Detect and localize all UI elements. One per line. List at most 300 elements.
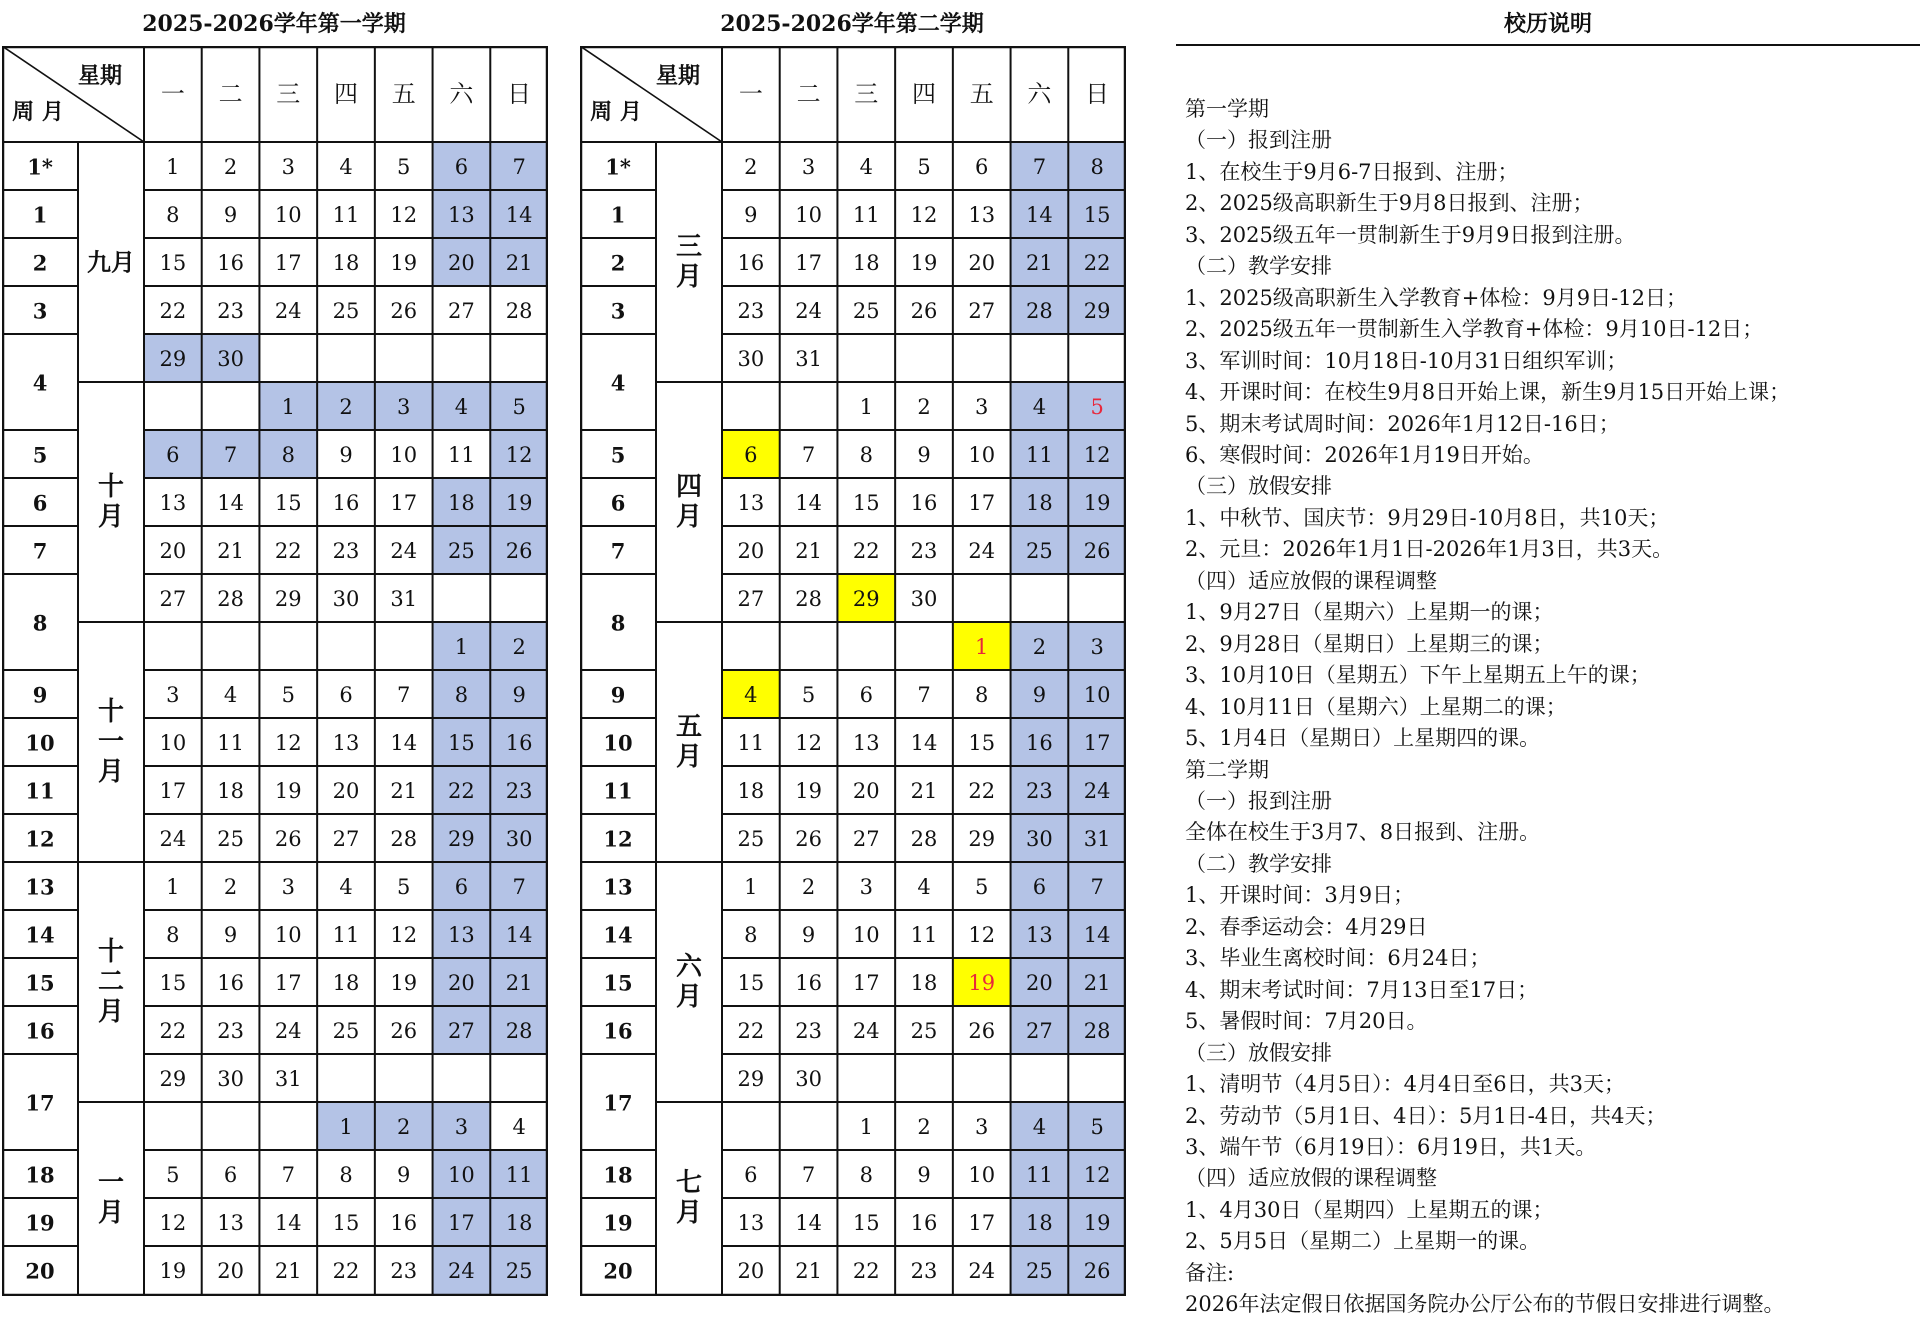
day-number: 14 bbox=[795, 491, 822, 515]
note-line: 3、端午节（6月19日）：6月19日，共1天。 bbox=[1185, 1134, 1597, 1159]
week-number: 12 bbox=[25, 826, 55, 852]
day-number: 29 bbox=[274, 587, 302, 611]
day-number: 26 bbox=[910, 299, 938, 323]
day-number: 12 bbox=[1083, 443, 1111, 467]
day-number: 17 bbox=[274, 971, 302, 995]
note-line: 2、5月5日（星期二）上星期一的课。 bbox=[1185, 1229, 1541, 1254]
day-number: 7 bbox=[281, 1163, 295, 1187]
month-label-char: 四 bbox=[675, 472, 703, 502]
day-number: 8 bbox=[454, 683, 469, 707]
semester-1-calendar bbox=[2, 46, 548, 1296]
day-number: 5 bbox=[1090, 1115, 1104, 1139]
day-number: 28 bbox=[1026, 299, 1053, 323]
day-number: 14 bbox=[1083, 923, 1111, 947]
day-number: 2 bbox=[744, 155, 758, 179]
day-number: 26 bbox=[390, 1019, 418, 1043]
day-number: 16 bbox=[390, 1211, 418, 1235]
day-number: 26 bbox=[1083, 1259, 1111, 1283]
day-number: 13 bbox=[448, 203, 475, 227]
week-number: 11 bbox=[603, 778, 633, 804]
day-number: 21 bbox=[910, 779, 938, 803]
day-number: 29 bbox=[448, 827, 475, 851]
day-number: 17 bbox=[968, 1211, 996, 1235]
month-label-char: 月 bbox=[675, 262, 703, 292]
weekday-header: 一 bbox=[160, 80, 185, 108]
week-number: 9 bbox=[610, 682, 626, 708]
note-line: 1、2025级高职新生入学教育+体检：9月9日-12日； bbox=[1185, 285, 1687, 310]
note-line: 1、在校生于9月6-7日报到、注册； bbox=[1185, 159, 1519, 184]
day-number: 24 bbox=[390, 539, 418, 563]
week-number: 18 bbox=[603, 1162, 633, 1188]
day-number: 19 bbox=[159, 1259, 187, 1283]
day-number: 2 bbox=[917, 1115, 931, 1139]
day-number: 15 bbox=[852, 1211, 880, 1235]
day-number: 20 bbox=[217, 1259, 244, 1283]
day-number: 16 bbox=[795, 971, 822, 995]
note-line: （一）报到注册 bbox=[1185, 128, 1332, 153]
month-label-char: 三 bbox=[675, 232, 703, 262]
day-number: 30 bbox=[1026, 827, 1053, 851]
weekday-header: 日 bbox=[1085, 80, 1110, 108]
day-number: 10 bbox=[795, 203, 822, 227]
day-number: 20 bbox=[968, 251, 996, 275]
day-number: 12 bbox=[1083, 1163, 1111, 1187]
day-number: 2 bbox=[339, 395, 353, 419]
day-number: 3 bbox=[281, 155, 295, 179]
month-label-char: 六 bbox=[675, 952, 703, 982]
day-number: 16 bbox=[505, 731, 533, 755]
day-number: 7 bbox=[1090, 875, 1104, 899]
day-number: 28 bbox=[217, 587, 244, 611]
week-number: 1 bbox=[32, 202, 48, 228]
day-number: 23 bbox=[505, 779, 533, 803]
day-number: 25 bbox=[852, 299, 880, 323]
week-number: 10 bbox=[25, 730, 55, 756]
day-number: 7 bbox=[1032, 155, 1047, 179]
week-number: 20 bbox=[603, 1258, 633, 1284]
day-number: 27 bbox=[448, 1019, 475, 1043]
day-number: 10 bbox=[852, 923, 880, 947]
week-number: 1* bbox=[605, 154, 631, 180]
day-number: 13 bbox=[1026, 923, 1053, 947]
day-number: 23 bbox=[910, 539, 938, 563]
day-number: 27 bbox=[1026, 1019, 1053, 1043]
day-number: 20 bbox=[737, 1259, 765, 1283]
day-number: 2 bbox=[223, 875, 238, 899]
day-number: 1 bbox=[744, 875, 758, 899]
day-number: 20 bbox=[448, 251, 475, 275]
month-label-char: 七 bbox=[675, 1168, 703, 1198]
day-number: 11 bbox=[910, 923, 938, 947]
note-line: 4、期末考试时间：7月13日至17日； bbox=[1185, 977, 1539, 1002]
note-line: 2、2025级高职新生于9月8日报到、注册； bbox=[1185, 191, 1594, 216]
day-number: 5 bbox=[801, 683, 816, 707]
day-number: 15 bbox=[274, 491, 302, 515]
month-label-char: 二 bbox=[97, 967, 125, 997]
month-label bbox=[676, 1168, 702, 1228]
semester-2-title: 2025-2026学年第二学期 bbox=[720, 11, 984, 37]
week-number: 7 bbox=[610, 538, 626, 564]
day-number: 28 bbox=[795, 587, 822, 611]
day-number: 8 bbox=[166, 203, 180, 227]
day-number: 9 bbox=[223, 203, 238, 227]
weekday-header: 五 bbox=[391, 80, 416, 108]
day-number: 2 bbox=[917, 395, 931, 419]
day-number: 22 bbox=[159, 1019, 187, 1043]
weekday-header: 二 bbox=[796, 80, 821, 108]
grid-line bbox=[2, 46, 144, 142]
day-number: 6 bbox=[859, 683, 873, 707]
note-line: 2、劳动节（5月1日、4日）：5月1日-4日，共4天； bbox=[1185, 1103, 1667, 1128]
day-number: 6 bbox=[166, 443, 180, 467]
week-number: 18 bbox=[25, 1162, 55, 1188]
semester-1-title: 2025-2026学年第一学期 bbox=[142, 11, 406, 37]
day-number: 26 bbox=[390, 299, 418, 323]
note-line: （三）放假安排 bbox=[1185, 1040, 1332, 1065]
day-number: 18 bbox=[505, 1211, 533, 1235]
week-number: 16 bbox=[603, 1018, 633, 1044]
day-number: 16 bbox=[910, 1211, 938, 1235]
day-number: 13 bbox=[217, 1211, 244, 1235]
day-number: 30 bbox=[795, 1067, 822, 1091]
week-number: 8 bbox=[610, 610, 626, 636]
day-number: 9 bbox=[223, 923, 238, 947]
day-number: 23 bbox=[737, 299, 765, 323]
day-number: 9 bbox=[801, 923, 816, 947]
day-number: 22 bbox=[274, 539, 302, 563]
day-number: 20 bbox=[159, 539, 187, 563]
note-line: （四）适应放假的课程调整 bbox=[1185, 568, 1437, 593]
day-number: 12 bbox=[274, 731, 302, 755]
week-number: 6 bbox=[610, 490, 626, 516]
day-number: 10 bbox=[274, 923, 302, 947]
day-number: 3 bbox=[397, 395, 411, 419]
day-number: 16 bbox=[737, 251, 765, 275]
day-number: 4 bbox=[744, 683, 758, 707]
day-number: 19 bbox=[505, 491, 533, 515]
day-number: 3 bbox=[281, 875, 295, 899]
day-number: 19 bbox=[1083, 491, 1111, 515]
day-number: 23 bbox=[795, 1019, 822, 1043]
day-number: 30 bbox=[217, 1067, 244, 1091]
weekday-header: 日 bbox=[507, 80, 532, 108]
day-number: 29 bbox=[159, 347, 187, 371]
day-number: 6 bbox=[744, 443, 758, 467]
month-label-char: 月 bbox=[675, 502, 703, 532]
day-number: 21 bbox=[505, 251, 533, 275]
month-label-char: 月 bbox=[675, 982, 703, 1012]
day-number: 26 bbox=[274, 827, 302, 851]
day-number: 2 bbox=[801, 875, 816, 899]
day-number: 27 bbox=[968, 299, 996, 323]
day-number: 17 bbox=[1083, 731, 1111, 755]
day-number: 12 bbox=[390, 203, 418, 227]
week-number: 13 bbox=[25, 874, 55, 900]
day-number: 15 bbox=[159, 971, 187, 995]
note-line: 3、军训时间：10月18日-10月31日组织军训； bbox=[1185, 348, 1628, 373]
notes-divider bbox=[1176, 44, 1920, 46]
day-number: 28 bbox=[1083, 1019, 1111, 1043]
day-number: 1 bbox=[166, 155, 180, 179]
month-label bbox=[98, 937, 124, 1027]
week-number: 4 bbox=[32, 370, 48, 396]
month-label bbox=[676, 232, 702, 292]
day-number: 30 bbox=[505, 827, 533, 851]
day-number: 23 bbox=[910, 1259, 938, 1283]
day-number: 1 bbox=[859, 395, 873, 419]
day-number: 22 bbox=[852, 1259, 880, 1283]
day-number: 28 bbox=[910, 827, 938, 851]
day-number: 19 bbox=[795, 779, 822, 803]
day-number: 6 bbox=[454, 875, 469, 899]
notes-title: 校历说明 bbox=[1503, 11, 1592, 37]
day-number: 9 bbox=[917, 1163, 931, 1187]
day-number: 6 bbox=[339, 683, 353, 707]
note-line: 备注: bbox=[1185, 1260, 1235, 1285]
month-label-char: 五 bbox=[675, 712, 703, 742]
day-number: 7 bbox=[801, 443, 816, 467]
month-label-char: 月 bbox=[97, 997, 125, 1027]
day-number: 19 bbox=[910, 251, 938, 275]
day-number: 26 bbox=[795, 827, 822, 851]
day-number: 14 bbox=[505, 203, 533, 227]
day-number: 22 bbox=[448, 779, 475, 803]
day-number: 18 bbox=[1026, 1211, 1053, 1235]
month-label bbox=[98, 697, 124, 787]
day-number: 12 bbox=[390, 923, 418, 947]
week-number: 13 bbox=[603, 874, 633, 900]
note-line: （四）适应放假的课程调整 bbox=[1185, 1166, 1437, 1191]
day-number: 20 bbox=[1026, 971, 1053, 995]
day-number: 22 bbox=[968, 779, 996, 803]
day-number: 5 bbox=[1090, 395, 1104, 419]
day-number: 29 bbox=[968, 827, 996, 851]
day-number: 9 bbox=[917, 443, 931, 467]
day-number: 31 bbox=[390, 587, 418, 611]
day-number: 27 bbox=[448, 299, 475, 323]
weekday-header: 一 bbox=[738, 80, 763, 108]
month-label: 九月 bbox=[87, 247, 135, 277]
day-number: 27 bbox=[737, 587, 765, 611]
day-number: 28 bbox=[505, 299, 533, 323]
day-number: 16 bbox=[332, 491, 360, 515]
day-number: 27 bbox=[852, 827, 880, 851]
grid-line bbox=[580, 46, 722, 142]
day-number: 9 bbox=[744, 203, 758, 227]
day-number: 24 bbox=[274, 299, 302, 323]
day-number: 7 bbox=[917, 683, 931, 707]
corner-week-month-label: 周 月 bbox=[590, 99, 642, 125]
note-line: 1、9月27日（星期六）上星期一的课； bbox=[1185, 600, 1554, 625]
day-number: 24 bbox=[852, 1019, 880, 1043]
day-number: 29 bbox=[737, 1067, 765, 1091]
day-number: 20 bbox=[448, 971, 475, 995]
day-number: 21 bbox=[1083, 971, 1111, 995]
day-number: 17 bbox=[448, 1211, 475, 1235]
day-number: 23 bbox=[217, 299, 244, 323]
day-number: 17 bbox=[159, 779, 187, 803]
week-number: 20 bbox=[25, 1258, 55, 1284]
day-number: 7 bbox=[223, 443, 238, 467]
day-number: 23 bbox=[217, 1019, 244, 1043]
week-number: 15 bbox=[25, 970, 55, 996]
week-number: 15 bbox=[603, 970, 633, 996]
day-number: 22 bbox=[159, 299, 187, 323]
note-line: 3、毕业生离校时间：6月24日； bbox=[1185, 946, 1491, 971]
day-number: 31 bbox=[274, 1067, 302, 1091]
weekday-header: 四 bbox=[912, 80, 936, 108]
corner-weekday-label: 星期 bbox=[77, 63, 123, 89]
day-number: 10 bbox=[968, 1163, 996, 1187]
day-number: 12 bbox=[795, 731, 822, 755]
day-number: 20 bbox=[332, 779, 360, 803]
day-number: 21 bbox=[1026, 251, 1053, 275]
note-line: 全体在校生于3月7、8日报到、注册。 bbox=[1185, 820, 1541, 845]
day-number: 5 bbox=[975, 875, 989, 899]
day-number: 28 bbox=[390, 827, 418, 851]
week-number: 11 bbox=[25, 778, 55, 804]
day-number: 15 bbox=[852, 491, 880, 515]
day-number: 17 bbox=[390, 491, 418, 515]
day-number: 7 bbox=[512, 155, 526, 179]
month-label bbox=[676, 952, 703, 1012]
day-number: 10 bbox=[448, 1163, 475, 1187]
week-number: 10 bbox=[603, 730, 633, 756]
day-number: 10 bbox=[968, 443, 996, 467]
day-number: 8 bbox=[744, 923, 758, 947]
day-number: 11 bbox=[737, 731, 765, 755]
day-number: 13 bbox=[737, 1211, 765, 1235]
month-label-char: 十 bbox=[97, 937, 125, 967]
day-number: 3 bbox=[975, 395, 989, 419]
day-number: 24 bbox=[1083, 779, 1111, 803]
day-number: 19 bbox=[1083, 1211, 1111, 1235]
day-number: 17 bbox=[852, 971, 880, 995]
note-line: 2、春季运动会：4月29日 bbox=[1185, 914, 1428, 939]
day-number: 1 bbox=[454, 635, 469, 659]
day-number: 17 bbox=[968, 491, 996, 515]
day-number: 16 bbox=[217, 971, 244, 995]
note-line: 1、开课时间：3月9日； bbox=[1185, 883, 1415, 908]
day-number: 1 bbox=[281, 395, 295, 419]
day-number: 25 bbox=[448, 539, 475, 563]
day-number: 3 bbox=[166, 683, 180, 707]
day-number: 11 bbox=[505, 1163, 533, 1187]
day-number: 21 bbox=[274, 1259, 302, 1283]
day-number: 13 bbox=[332, 731, 360, 755]
month-label-char: 月 bbox=[675, 1198, 703, 1228]
note-line: 4、开课时间：在校生9月8日开始上课，新生9月15日开始上课； bbox=[1185, 380, 1791, 405]
day-number: 20 bbox=[852, 779, 880, 803]
day-number: 1 bbox=[859, 1115, 873, 1139]
note-line: 第一学期 bbox=[1185, 97, 1269, 121]
day-number: 2 bbox=[397, 1115, 411, 1139]
week-number: 5 bbox=[32, 442, 48, 468]
day-number: 8 bbox=[859, 1163, 873, 1187]
day-number: 10 bbox=[390, 443, 418, 467]
day-number: 6 bbox=[1032, 875, 1047, 899]
note-line: 5、期末考试周时间：2026年1月12日-16日； bbox=[1185, 411, 1620, 436]
week-number: 4 bbox=[610, 370, 626, 396]
day-number: 26 bbox=[505, 539, 533, 563]
notes-list bbox=[1185, 94, 1920, 1321]
day-number: 25 bbox=[1026, 1259, 1053, 1283]
note-line: 3、2025级五年一贯制新生于9月9日报到注册。 bbox=[1185, 222, 1636, 247]
day-number: 31 bbox=[795, 347, 822, 371]
day-number: 5 bbox=[397, 875, 411, 899]
day-number: 3 bbox=[859, 875, 873, 899]
day-number: 18 bbox=[332, 251, 360, 275]
day-number: 24 bbox=[274, 1019, 302, 1043]
day-number: 6 bbox=[975, 155, 989, 179]
week-number: 14 bbox=[603, 922, 633, 948]
day-number: 30 bbox=[910, 587, 938, 611]
day-number: 20 bbox=[737, 539, 765, 563]
day-number: 8 bbox=[281, 443, 295, 467]
day-number: 9 bbox=[397, 1163, 411, 1187]
day-number: 4 bbox=[1032, 1115, 1047, 1139]
day-number: 25 bbox=[737, 827, 765, 851]
week-number: 14 bbox=[25, 922, 55, 948]
day-number: 19 bbox=[390, 971, 418, 995]
week-number: 9 bbox=[32, 682, 48, 708]
day-number: 25 bbox=[910, 1019, 938, 1043]
day-number: 9 bbox=[1032, 683, 1047, 707]
day-number: 9 bbox=[512, 683, 526, 707]
week-number: 2 bbox=[32, 250, 48, 276]
day-number: 8 bbox=[1090, 155, 1104, 179]
week-number: 17 bbox=[25, 1090, 55, 1116]
day-number: 10 bbox=[159, 731, 187, 755]
week-number: 19 bbox=[25, 1210, 55, 1236]
week-number: 2 bbox=[610, 250, 626, 276]
day-number: 15 bbox=[448, 731, 475, 755]
corner-weekday-label: 星期 bbox=[655, 63, 701, 89]
day-number: 16 bbox=[1026, 731, 1053, 755]
day-number: 1 bbox=[166, 875, 180, 899]
day-number: 3 bbox=[801, 155, 816, 179]
day-number: 3 bbox=[1090, 635, 1104, 659]
day-number: 17 bbox=[795, 251, 822, 275]
month-label-char: 一 bbox=[97, 1168, 125, 1198]
day-number: 8 bbox=[859, 443, 873, 467]
day-number: 13 bbox=[448, 923, 475, 947]
semester-2-calendar bbox=[580, 46, 1126, 1296]
month-label bbox=[676, 472, 702, 532]
day-number: 14 bbox=[910, 731, 938, 755]
day-number: 14 bbox=[505, 923, 533, 947]
day-number: 18 bbox=[217, 779, 244, 803]
day-number: 18 bbox=[332, 971, 360, 995]
note-line: （三）放假安排 bbox=[1185, 474, 1332, 499]
day-number: 21 bbox=[390, 779, 418, 803]
week-number: 6 bbox=[32, 490, 48, 516]
day-number: 24 bbox=[159, 827, 187, 851]
day-number: 11 bbox=[332, 203, 360, 227]
day-number: 14 bbox=[390, 731, 418, 755]
day-number: 12 bbox=[159, 1211, 187, 1235]
day-number: 19 bbox=[274, 779, 302, 803]
note-line: （一）报到注册 bbox=[1185, 788, 1332, 813]
week-number: 1* bbox=[27, 154, 53, 180]
day-number: 25 bbox=[332, 1019, 360, 1043]
day-number: 26 bbox=[1083, 539, 1111, 563]
day-number: 2 bbox=[1032, 635, 1047, 659]
day-number: 23 bbox=[1026, 779, 1053, 803]
month-label-char: 十 bbox=[97, 472, 125, 502]
month-label-char: 月 bbox=[97, 1198, 125, 1228]
weekday-header: 六 bbox=[449, 80, 474, 108]
